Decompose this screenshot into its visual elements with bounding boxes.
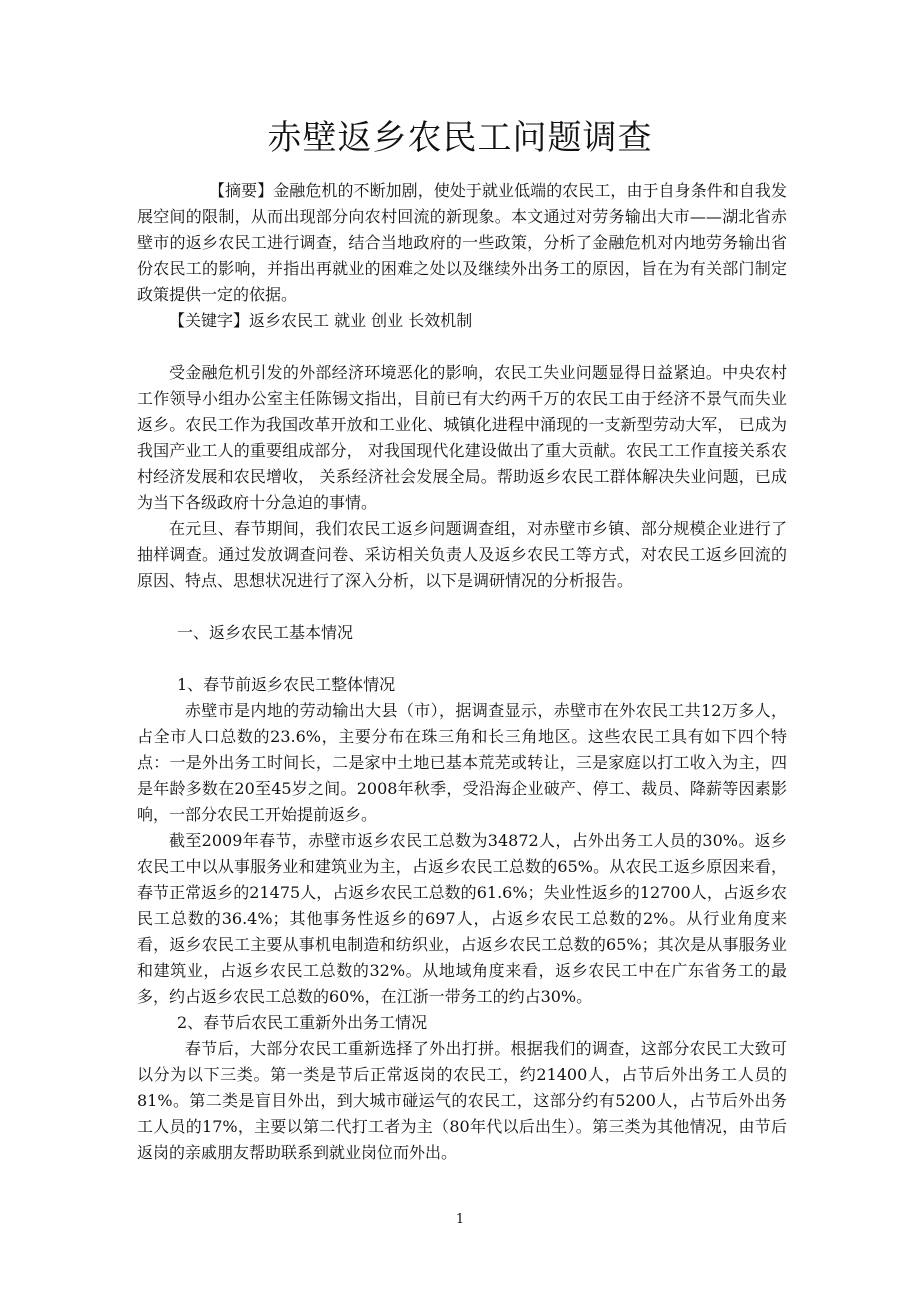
subsection-heading-1: 1、春节前返乡农民工整体情况 [177, 675, 396, 694]
spacer [137, 334, 787, 360]
subsection-2-paragraph-1: 春节后，大部分农民工重新选择了外出打拼。根据我们的调查，这部分农民工大致可以分为以下三类。第一类是节后正常返岗的农民工，约21400人，占节后外出务工人员的81%。第二类是盲目外出，到大城市碰运气的农民工，这部分约有5200人，占节后外出务工人员的17%，主要以第二代打工者为主（80年代以后出生）。第三类为其他情况，由节后返岗的亲戚朋友帮助联系到就业岗位而外出。 [137, 1039, 787, 1162]
abstract-paragraph: 【摘要】金融危机的不断加剧，使处于就业低端的农民工，由于自身条件和自我发展空间的限制，从而出现部分向农村回流的新现象。本文通过对劳务输出大市——湖北省赤壁市的返乡农民工进行调查，结合当地政府的一些政策，分析了金融危机对内地劳务输出省份农民工的影响，并指出再就业的困难之处以及继续外出务工的原因，旨在为有关部门制定政策提供一定的依据。 [137, 181, 787, 304]
intro-paragraph-1: 受金融危机引发的外部经济环境恶化的影响，农民工失业问题显得日益紧迫。中央农村工作领导小组办公室主任陈锡文指出，目前已有大约两千万的农民工由于经济不景气而失业返乡。农民工作为我国改革开放和工业化、城镇化进程中涌现的一支新型劳动大军， 已成为我国产业工人的重要组成部分， 对我国现代化建设做出了重大贡献。农民工工作直接关系农村经济发展和农民增收， 关系经济社会发展全局。帮助返乡农民工群体解决失业问题，已成为当下各级政府十分急迫的事情。 [137, 363, 787, 512]
subsection-1-paragraph-2: 截至2009年春节，赤壁市返乡农民工总数为34872人，占外出务工人员的30%。返乡农民工中以从事服务业和建筑业为主，占返乡农民工总数的65%。从农民工返乡原因来看，春节正常返乡的21475人，占返乡农民工总数的61.6%；失业性返乡的12700人，占返乡农民工总数的36.4%；其他事务性返乡的697人，占返乡农民工总数的2%。从行业角度来看，返乡农民工主要从事机电制造和纺织业，占返乡农民工总数的65%；其次是从事服务业和建筑业，占返乡农民工总数的32%。从地域角度来看，返乡农民工中在广东省务工的最多，约占返乡农民工总数的60%，在江浙一带务工的约占30%。 [137, 831, 787, 1006]
spacer [137, 646, 787, 672]
document-title: 赤壁返乡农民工问题调查 [267, 118, 653, 158]
page-number: 1 [455, 1212, 465, 1227]
intro-paragraph-2: 在元旦、春节期间，我们农民工返乡问题调查组，对赤壁市乡镇、部分规模企业进行了抽样调查。通过发放调查问卷、采访相关负责人及返乡农民工等方式，对农民工返乡回流的原因、特点、思想状况进行了深入分析，以下是调研情况的分析报告。 [137, 519, 787, 590]
section-heading-1: 一、返乡农民工基本情况 [177, 623, 354, 642]
keywords-line: 【关键字】返乡农民工 就业 创业 长效机制 [169, 311, 473, 330]
document-body [137, 178, 787, 1166]
subsection-heading-2: 2、春节后农民工重新外出务工情况 [177, 1013, 428, 1032]
subsection-1-paragraph-1: 赤壁市是内地的劳动输出大县（市），据调查显示，赤壁市在外农民工共12万多人，占全市人口总数的23.6%，主要分布在珠三角和长三角地区。这些农民工具有如下四个特点：一是外出务工时间长，二是家中土地已基本荒芜或转让，三是家庭以打工收入为主，四是年龄多数在20至45岁之间。2008年秋季，受沿海企业破产、停工、裁员、降薪等因素影响，一部分农民工开始提前返乡。 [137, 701, 787, 824]
spacer [137, 594, 787, 620]
